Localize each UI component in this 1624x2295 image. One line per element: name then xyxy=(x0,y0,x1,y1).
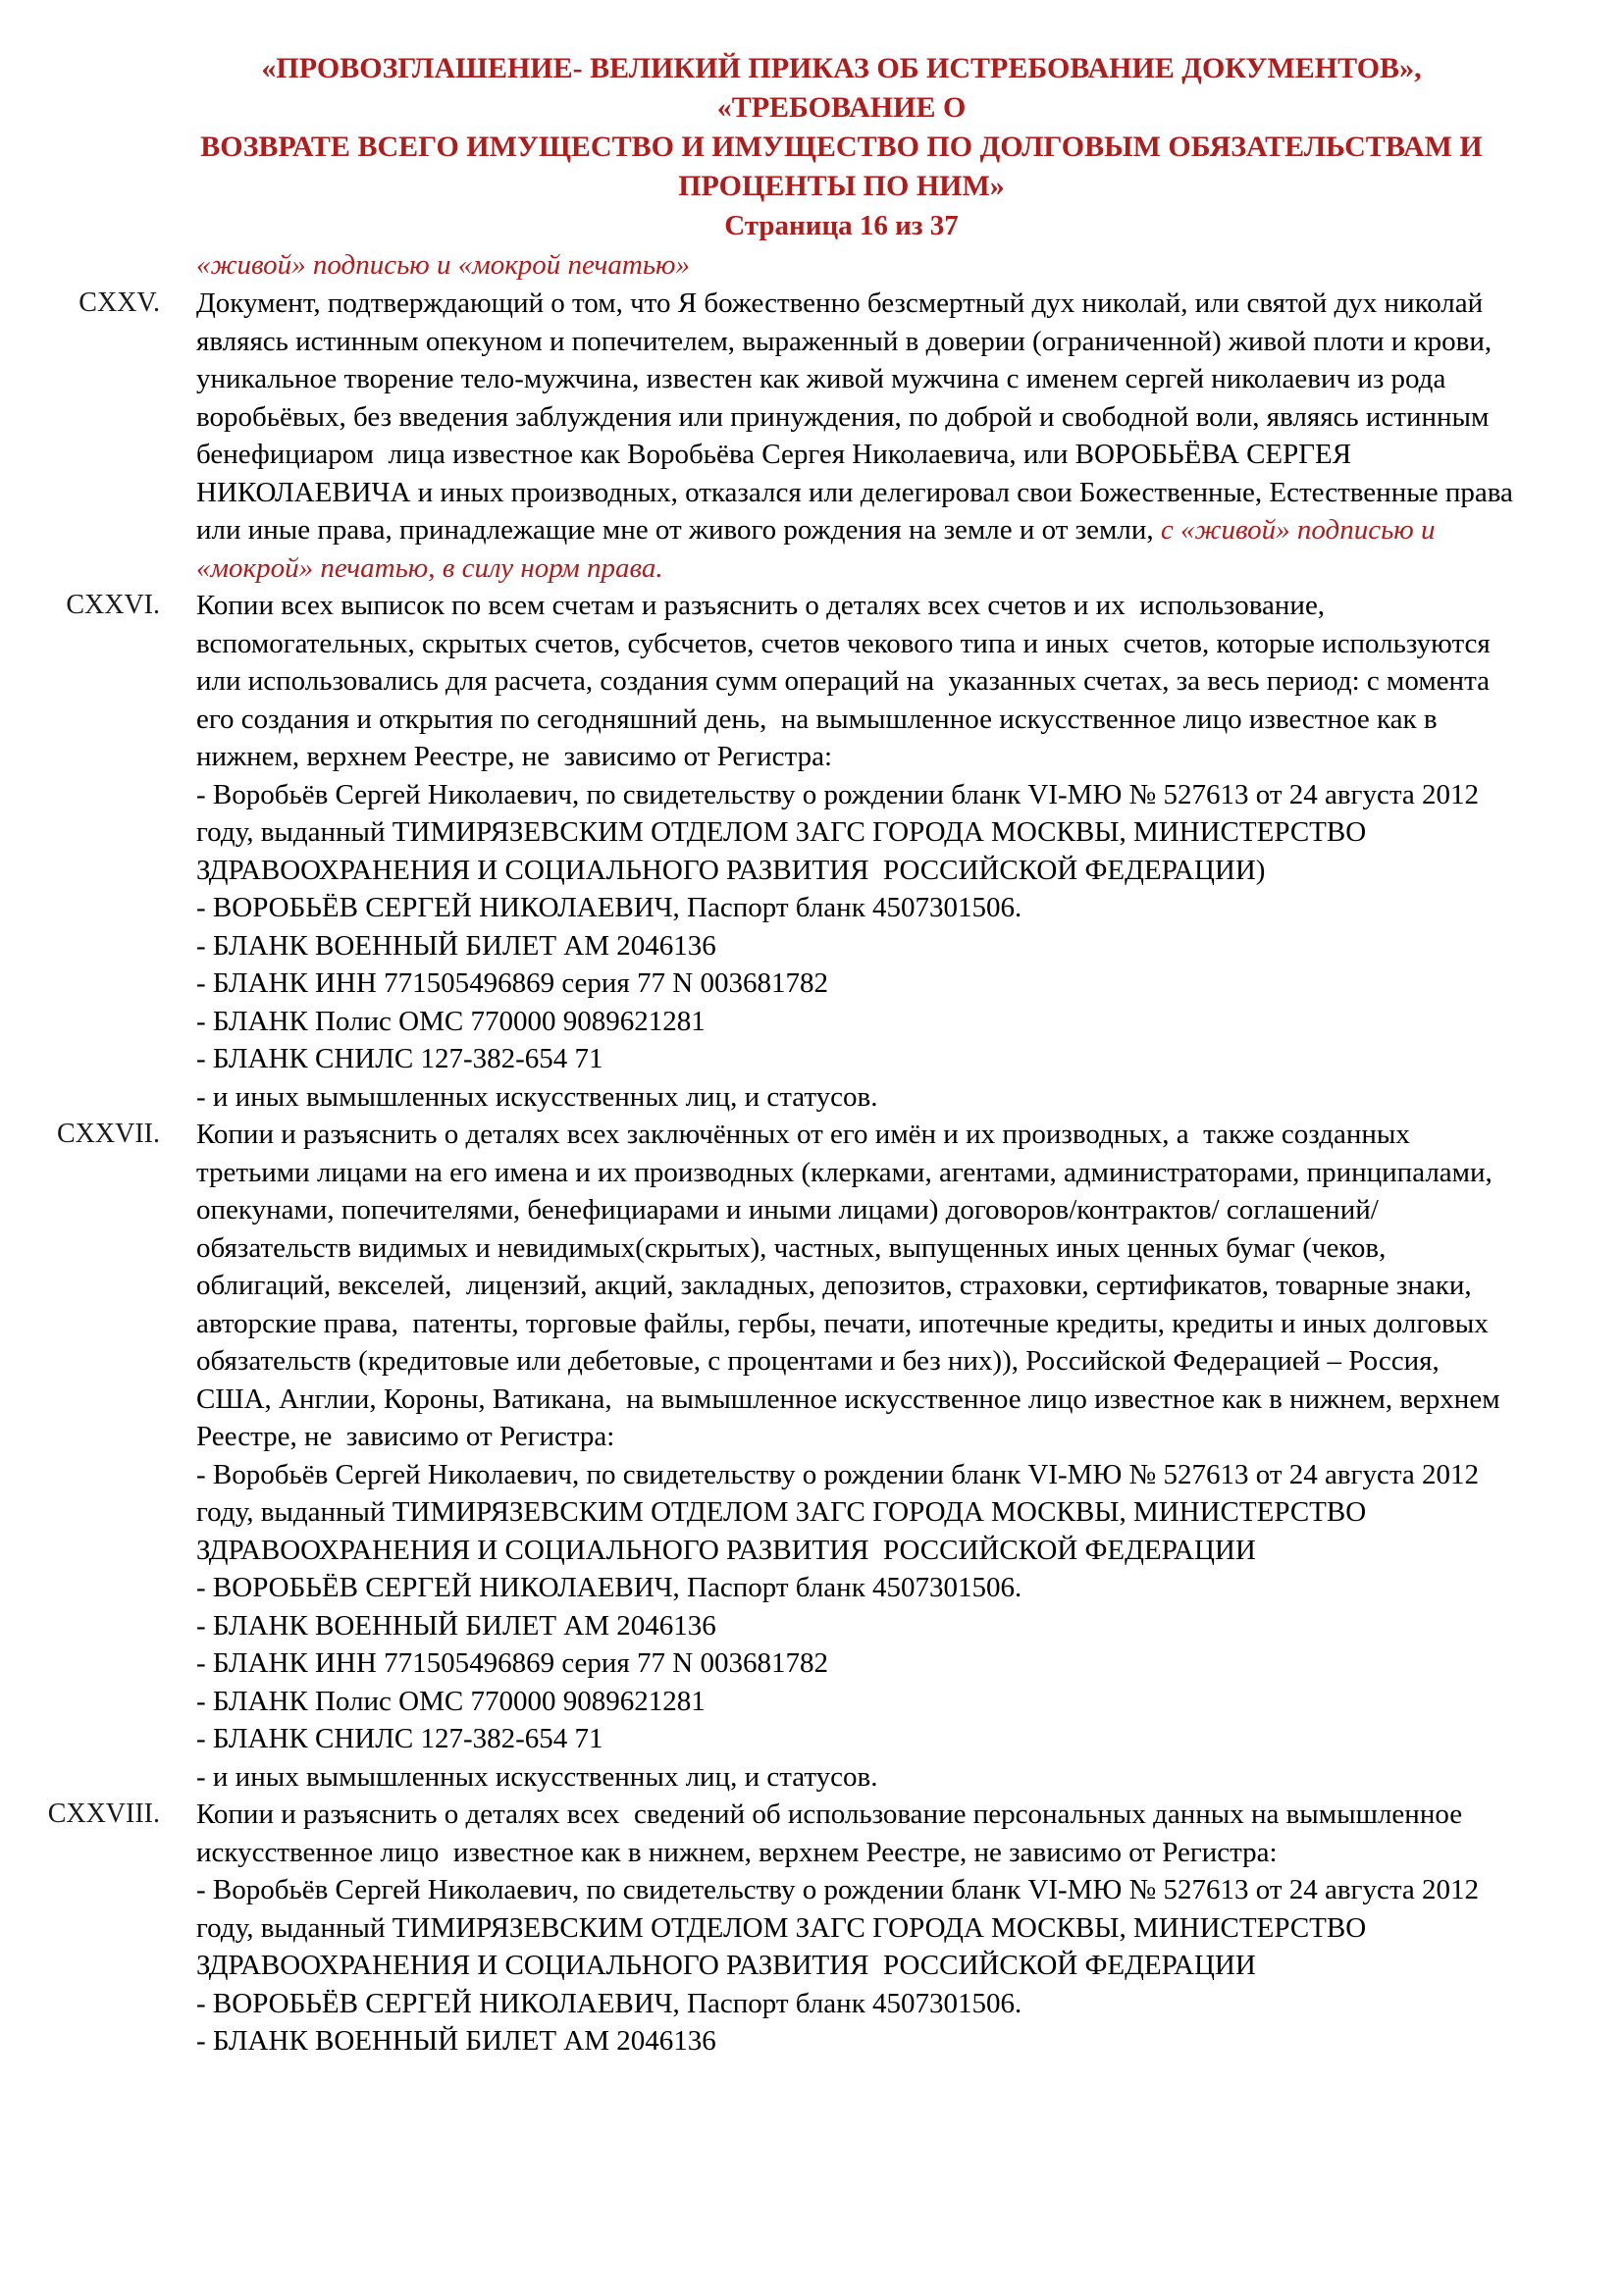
item-paragraph xyxy=(196,1116,1516,1456)
text-segment: - БЛАНК ВОЕННЫЙ БИЛЕТ АМ 2046136 xyxy=(196,2025,716,2057)
item-body xyxy=(196,1116,1516,1796)
text-segment: - БЛАНК ВОЕННЫЙ БИЛЕТ АМ 2046136 xyxy=(196,1609,716,1642)
item-body xyxy=(196,285,1521,587)
text-segment: - БЛАНК ИНН 771505496869 серия 77 N 003681782 xyxy=(196,1647,828,1679)
item-paragraph xyxy=(196,1720,1516,1758)
item-paragraph xyxy=(196,889,1516,927)
text-segment: - БЛАНК СНИЛС 127-382-654 71 xyxy=(196,1043,603,1074)
text-segment: - БЛАНК ВОЕННЫЙ БИЛЕТ АМ 2046136 xyxy=(196,929,716,962)
item-paragraph xyxy=(196,1607,1516,1645)
document-header xyxy=(0,0,1624,245)
item-paragraph xyxy=(196,1871,1516,1985)
item-number: CXXVII. xyxy=(57,1119,160,1149)
text-segment: - Воробьёв Сергей Николаевич, по свидетельству о рождении бланк VI-МЮ № 527613 от 24 августа 2012 году, выданный ТИМИРЯЗЕВСКИМ ОТДЕЛОМ ЗАГС ГОРОДА МОСКВЫ, МИНИСТЕРСТВО ЗДРАВООХРАНЕНИЯ И СОЦИАЛЬНОГО РАЗВИТИЯ РОССИЙСКОЙ ФЕДЕРАЦИИ xyxy=(196,1874,1487,1981)
text-segment: - БЛАНК ИНН 771505496869 серия 77 N 003681782 xyxy=(196,967,828,999)
text-segment: - и иных вымышленных искусственных лиц, и статусов. xyxy=(196,1080,878,1113)
document-item xyxy=(0,1796,1624,2060)
text-segment: - ВОРОБЬЁВ СЕРГЕЙ НИКОЛАЕВИЧ, Паспорт бланк 4507301506. xyxy=(196,1987,1022,2019)
document-subtitle: «живой» подписью и «мокрой печатью» xyxy=(196,249,690,281)
document-item xyxy=(0,285,1624,587)
item-paragraph xyxy=(196,1683,1516,1721)
document-item xyxy=(0,587,1624,1116)
text-segment: - БЛАНК Полис ОМС 770000 9089621281 xyxy=(196,1685,706,1717)
text-segment: - ВОРОБЬЁВ СЕРГЕЙ НИКОЛАЕВИЧ, Паспорт бланк 4507301506. xyxy=(196,892,1022,923)
item-paragraph xyxy=(196,927,1516,965)
text-segment: - ВОРОБЬЁВ СЕРГЕЙ НИКОЛАЕВИЧ, Паспорт бланк 4507301506. xyxy=(196,1572,1022,1603)
item-paragraph xyxy=(196,1078,1516,1117)
text-segment: - Воробьёв Сергей Николаевич, по свидетельству о рождении бланк VI-МЮ № 527613 от 24 августа 2012 году, выданный ТИМИРЯЗЕВСКИМ ОТДЕЛОМ ЗАГС ГОРОДА МОСКВЫ, МИНИСТЕРСТВО ЗДРАВООХРАНЕНИЯ И СОЦИАЛЬНОГО РАЗВИТИЯ РОССИЙСКОЙ ФЕДЕРАЦИИ xyxy=(196,1458,1487,1566)
text-segment: - БЛАНК СНИЛС 127-382-654 71 xyxy=(196,1723,603,1754)
item-paragraph xyxy=(196,776,1516,890)
document-title-line-1: «ПРОВОЗГЛАШЕНИЕ- ВЕЛИКИЙ ПРИКАЗ ОБ ИСТРЕБОВАНИЕ ДОКУМЕНТОВ», «ТРЕБОВАНИЕ О xyxy=(261,52,1422,124)
document-items xyxy=(0,285,1624,2060)
red-italic-text-segment: с «живой» подписью и «мокрой» печатью, в силу норм права. xyxy=(196,514,1442,584)
item-paragraph xyxy=(196,1644,1516,1683)
item-paragraph xyxy=(196,1003,1516,1041)
document-item xyxy=(0,1116,1624,1796)
item-number: CXXVI. xyxy=(66,590,160,620)
item-paragraph xyxy=(196,965,1516,1003)
page-number: Страница 16 из 37 xyxy=(724,210,959,241)
text-segment: - и иных вымышленных искусственных лиц, и статусов. xyxy=(196,1760,878,1793)
item-body xyxy=(196,1796,1516,2060)
item-number: CXXV. xyxy=(79,287,160,318)
text-segment: Копии всех выписок по всем счетам и разъяснить о деталях всех счетов и их использование, вспомогательных, скрытых счетов, субсчетов, счетов чекового типа и иных счетов, которые используются или использовались для расчета, создания сумм операций на указанных счетах, за весь период: с момента его создания и открытия по сегодняшний день, на вымышленное искусственное лицо известное как в нижнем, верхнем Реестре, не зависимо от Регистра: xyxy=(196,590,1497,772)
item-paragraph xyxy=(196,285,1521,587)
item-body xyxy=(196,587,1516,1116)
text-segment: Копии и разъяснить о деталях всех сведений об использование персональных данных на вымышленное искусственное лицо известное как в нижнем, верхнем Реестре, не зависимо от Регистра: xyxy=(196,1799,1470,1868)
item-paragraph xyxy=(196,1796,1516,1871)
item-paragraph xyxy=(196,1758,1516,1797)
text-segment: - Воробьёв Сергей Николаевич, по свидетельству о рождении бланк VI-МЮ № 527613 от 24 августа 2012 году, выданный ТИМИРЯЗЕВСКИМ ОТДЕЛОМ ЗАГС ГОРОДА МОСКВЫ, МИНИСТЕРСТВО ЗДРАВООХРАНЕНИЯ И СОЦИАЛЬНОГО РАЗВИТИЯ РОССИЙСКОЙ ФЕДЕРАЦИИ) xyxy=(196,778,1487,886)
item-paragraph xyxy=(196,1456,1516,1570)
item-paragraph xyxy=(196,2022,1516,2060)
document-title-line-3: ПРОЦЕНТЫ ПО НИМ» xyxy=(678,170,1005,202)
document-title-line-2: ВОЗВРАТЕ ВСЕГО ИМУЩЕСТВО И ИМУЩЕСТВО ПО ДОЛГОВЫМ ОБЯЗАТЕЛЬСТВАМ И xyxy=(200,130,1483,163)
text-segment: Документ, подтверждающий о том, что Я божественно безсмертный дух николай, или святой дух николай являясь истинным опекуном и попечителем, выраженный в доверии (ограниченной) живой плоти и крови, уникальное творение тело-мужчина, известен как живой мужчина с именем сергей николаевич из рода воробьёвых, без введения заблуждения или принуждения, по доброй и свободной воли, являясь истинным бенефициаром лица известное как Воробьёва Сергея Николаевича, или ВОРОБЬЁВА СЕРГЕЯ НИКОЛАЕВИЧА и иных производных, отказался или делегировал свои Божественные, Естественные права или иные права, принадлежащие мне от живого рождения на земле и от земли, xyxy=(196,287,1521,546)
item-paragraph xyxy=(196,587,1516,776)
item-paragraph xyxy=(196,1040,1516,1078)
text-segment: - БЛАНК Полис ОМС 770000 9089621281 xyxy=(196,1005,706,1037)
text-segment: Копии и разъяснить о деталях всех заключённых от его имён и их производных, а также созданных третьими лицами на его имена и их производных (клерками, агентами, администраторами, принципалами, опекунами, попечителями, бенефициарами и иными лицами) договоров/контрактов/ соглашений/обязательств видимых и невидимых(скрытых), частных, выпущенных иных ценных бумаг (чеков, облигаций, векселей, лицензий, акций, закладных, депозитов, страховки, сертификатов, товарные знаки, авторские права, патенты, торговые файлы, гербы, печати, ипотечные кредиты, кредиты и иных долговых обязательств (кредитовые или дебетовые, с процентами и без них)), Российской Федерацией – Россия, США, Англии, Короны, Ватикана, на вымышленное искусственное лицо известное как в нижнем, верхнем Реестре, не зависимо от Регистра: xyxy=(196,1119,1507,1452)
item-number: CXXVIII. xyxy=(47,1799,160,1829)
item-paragraph xyxy=(196,1569,1516,1607)
item-paragraph xyxy=(196,1985,1516,2023)
